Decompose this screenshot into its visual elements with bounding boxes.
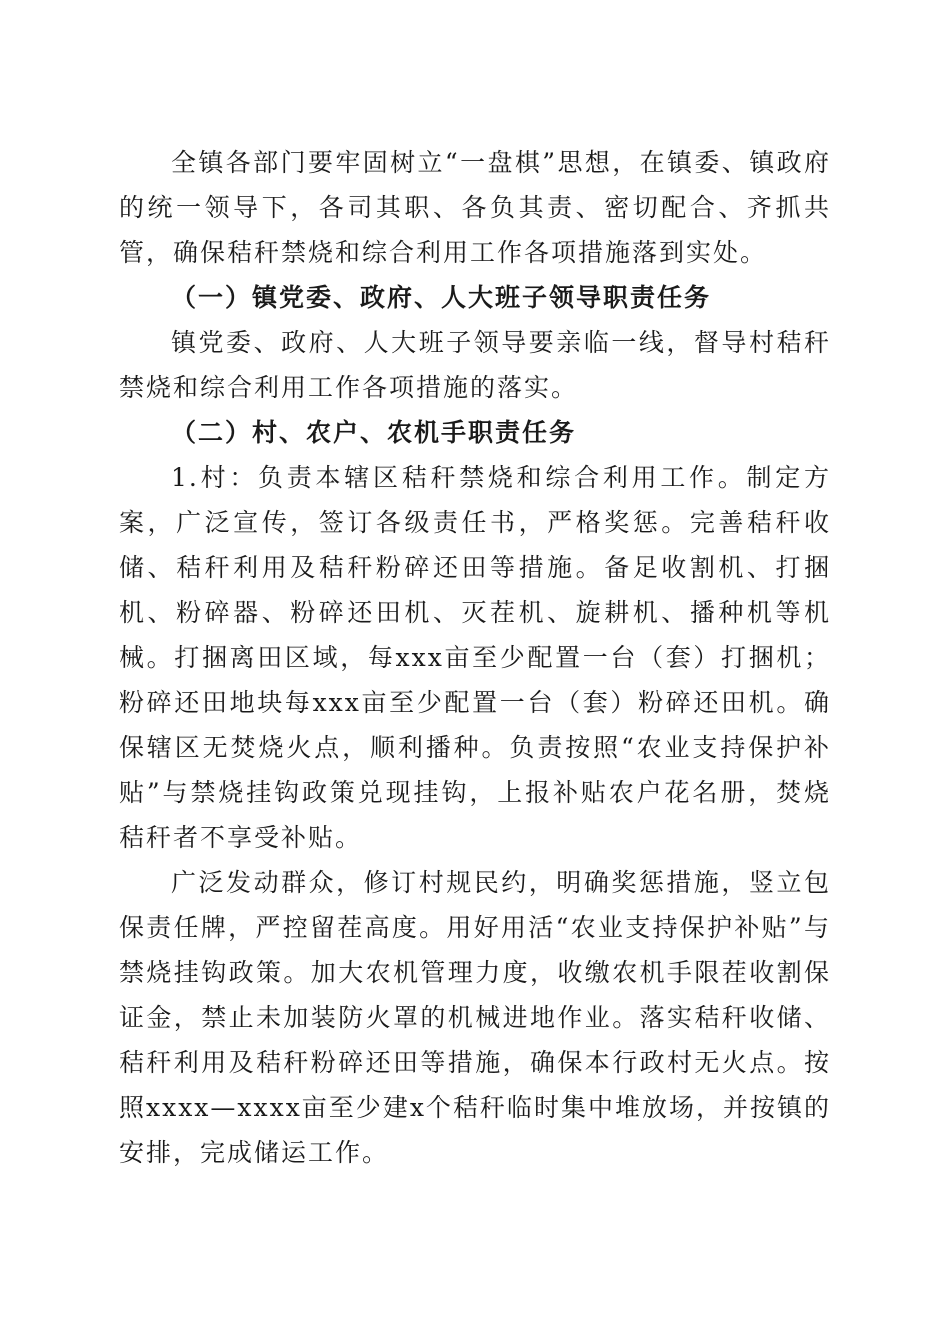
paragraph-village-duties: 1.村：负责本辖区秸秆禁烧和综合利用工作。制定方案，广泛宣传，签订各级责任书，严格奖惩。完善秸秆收储、秸秆利用及秸秆粉碎还田等措施。备足收割机、打捆机、粉碎器、粉碎还田机、灭茬机、旋耕机、播种机等机械。打捆离田区域，每xxx亩至少配置一台（套）打捆机；粉碎还田地块每xxx亩至少配置一台（套）粉碎还田机。确保辖区无焚烧火点，顺利播种。负责按照“农业支持保护补贴”与禁烧挂钩政策兑现挂钩，上报补贴农户花名册，焚烧秸秆者不享受补贴。 [119, 463, 831, 852]
paragraph-intro: 全镇各部门要牢固树立“一盘棋”思想，在镇委、镇政府的统一领导下，各司其职、各负其责、密切配合、齐抓共管，确保秸秆禁烧和综合利用工作各项措施落到实处。 [119, 148, 831, 267]
section-heading-2: （二）村、农户、农机手职责任务 [171, 418, 577, 447]
section-heading-1: （一）镇党委、政府、人大班子领导职责任务 [171, 283, 712, 312]
paragraph-leadership: 镇党委、政府、人大班子领导要亲临一线，督导村秸秆禁烧和综合利用工作各项措施的落实。 [119, 328, 831, 402]
paragraph-mobilization: 广泛发动群众，修订村规民约，明确奖惩措施，竖立包保责任牌，严控留茬高度。用好用活“农业支持保护补贴”与禁烧挂钩政策。加大农机管理力度，收缴农机手限茬收割保证金，禁止未加装防火罩的机械进地作业。落实秸秆收储、秸秆利用及秸秆粉碎还田等措施，确保本行政村无火点。按照xxxx—xxxx亩至少建x个秸秆临时集中堆放场，并按镇的安排，完成储运工作。 [119, 868, 831, 1167]
document-body [119, 140, 831, 1175]
